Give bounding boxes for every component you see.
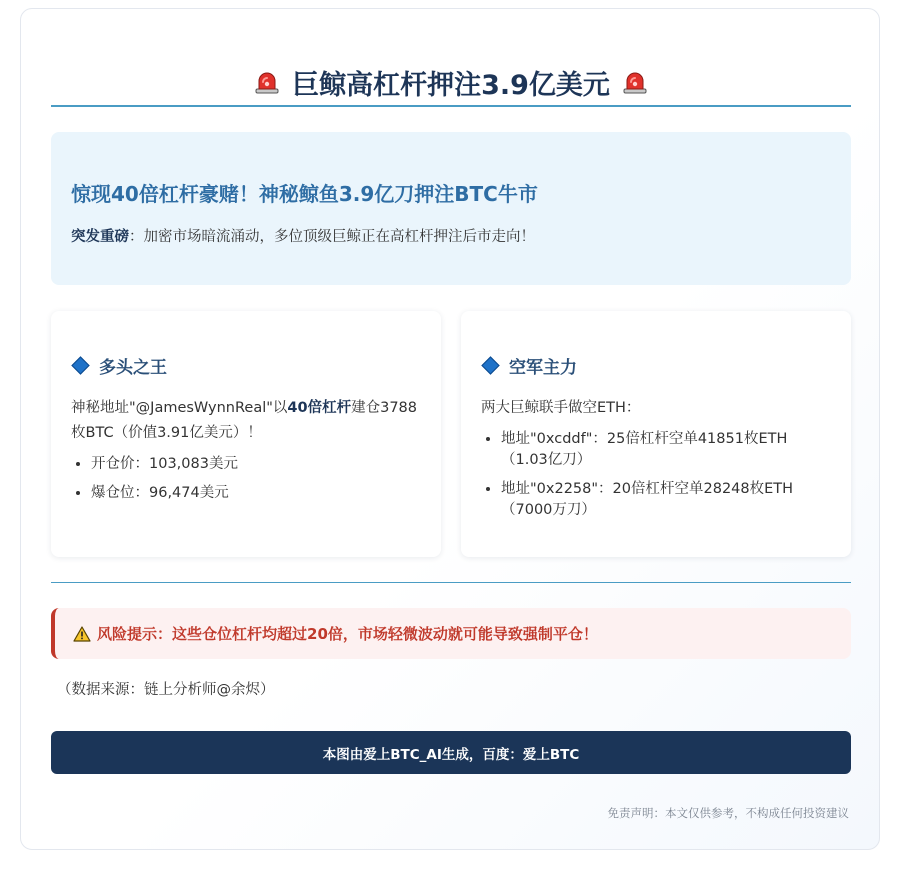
diamond-icon — [481, 356, 499, 374]
list-item: • 地址"0x2258"：20倍杠杆空单28248枚ETH（7000万刀） — [501, 479, 831, 521]
long-panel-list — [71, 454, 421, 504]
hero-label: 突发重磅 — [71, 229, 129, 245]
short-panel-title-text: 空军主力 — [509, 358, 577, 378]
siren-icon — [254, 70, 280, 94]
risk-text: 风险提示：这些仓位杠杆均超过20倍，市场轻微波动就可能导致强制平仓！ — [97, 625, 598, 643]
generator-banner: 本图由爱上BTC_AI生成，百度：爱上BTC — [51, 731, 851, 774]
main-card — [20, 8, 880, 850]
hero-separator: ： — [129, 229, 144, 245]
warning-icon — [73, 626, 91, 642]
header — [51, 57, 851, 107]
long-intro-bold: 40倍杠杆 — [287, 400, 352, 416]
list-item: • 爆仓位：96,474美元 — [91, 483, 421, 504]
long-panel-title — [71, 353, 421, 378]
hero-text — [71, 225, 831, 246]
short-panel-intro: 两大巨鲸联手做空ETH： — [481, 400, 641, 416]
long-intro-pre: 神秘地址"@JamesWynnReal"以 — [71, 400, 288, 416]
section-divider — [51, 582, 851, 583]
long-panel — [51, 311, 441, 557]
data-source: （数据来源：链上分析师@余烬） — [57, 682, 275, 698]
short-panel-list — [481, 429, 831, 521]
short-panel — [461, 311, 851, 557]
page-title: 巨鲸高杠杆押注3.9亿美元 — [292, 69, 610, 101]
diamond-icon — [71, 356, 89, 374]
siren-icon — [622, 70, 648, 94]
risk-alert — [51, 608, 851, 659]
short-panel-title — [481, 353, 831, 378]
hero-headline: 惊现40倍杠杆豪赌！神秘鲸鱼3.9亿刀押注BTC牛市 — [71, 182, 538, 206]
hero-body: 加密市场暗流涌动，多位顶级巨鲸正在高杠杆押注后市走向！ — [143, 229, 535, 245]
long-panel-title-text: 多头之王 — [99, 358, 167, 378]
list-item: • 地址"0xcddf"：25倍杠杆空单41851枚ETH（1.03亿刀） — [501, 429, 831, 471]
list-item: • 开仓价：103,083美元 — [91, 454, 421, 475]
title-divider — [51, 105, 851, 107]
long-panel-intro — [71, 396, 421, 446]
hero-box — [51, 132, 851, 285]
disclaimer: 免责声明：本文仅供参考，不构成任何投资建议 — [607, 806, 849, 820]
long-intro-post: 建仓3788枚BTC（价值3.91亿美元）！ — [71, 400, 417, 441]
